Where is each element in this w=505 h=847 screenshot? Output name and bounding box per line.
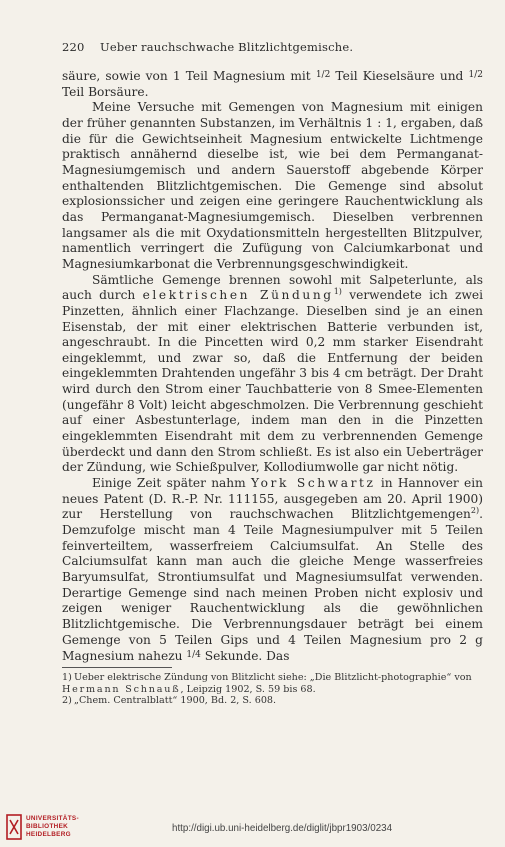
viewer-footer bbox=[0, 806, 505, 847]
text-run: Teil Kieselsäure und bbox=[330, 69, 469, 83]
fraction bbox=[186, 650, 201, 660]
text-run: verwendete ich zwei Pinzetten, ähnlich einer Flachzange. Dieselben sind je an einen Eisenstab, der mit einer elektrischen Batterie verbunden ist, angeschraubt. In die Pincetten wird 0,2 mm starker Eisendraht eingeklemmt, und zwar so, daß die Entfernung der beiden eingeklemmten Drahtenden ungefähr 3 bis 4 cm beträgt. Der Draht wird durch den Strom einer Tauchbatterie von 8 Smee-Elementen (ungefähr 8 Volt) leicht abgeschmolzen. Die Verbrennung geschieht auf einer Asbestunterlage, indem man den in die Pinzetten eingeklemmten Eisendraht mit dem zu verbrennenden Gemenge überdeckt und dann den Strom schließt. Es ist also ein Ueberträger der Zündung, wie Schießpulver, Kollodiumwolle gar nicht nötig. bbox=[62, 288, 483, 475]
text-run: . Demzufolge mischt man 4 Teile Magnesiumpulver mit 5 Teilen feinverteiltem, wasserfreiem Calciumsulfat. An Stelle des Calciumsulfat kann man auch die gleiche Menge wasserfreies Baryumsulfat, Strontiumsulfat und Magnesiumsulfat verwenden. Derartige Gemenge sind nach meinen Proben nicht explosiv und zeigen weniger Rauchentwicklung als die gewöhnlichen Blitzlichtgemische. Die Verbrennungsdauer beträgt bei einem Gemenge von 5 Teilen Gips und 4 Teilen Magnesium pro 2 g Magnesium nahezu bbox=[62, 507, 483, 664]
fraction bbox=[316, 70, 331, 80]
text-run: Teil Borsäure. bbox=[62, 84, 149, 99]
text-run: säure, sowie von 1 Teil Magnesium mit bbox=[62, 69, 316, 83]
fraction bbox=[468, 70, 483, 80]
footnote-ref: 2) bbox=[470, 506, 480, 516]
footnote-ref: 1) bbox=[333, 287, 342, 297]
footnote-number: 1) bbox=[62, 672, 72, 683]
logo-text bbox=[26, 815, 79, 839]
page-number: 220 bbox=[62, 40, 85, 54]
fraction-denominator: /2 bbox=[474, 70, 483, 80]
logo-line: BIBLIOTHEK bbox=[26, 823, 69, 830]
paragraph-experiments: Meine Versuche mit Gemengen von Magnesium mit einigen der früher genannten Substanzen, im Verhältnis 1 : 1, ergaben, daß die für die Gewichtseinheit Magnesium entwickelte Lichtmenge praktisch annähernd dieselbe ist, wie bei dem Permanganat-Magnesiumgemisch und andern Sauerstoff abgebende Körper enthaltenden Blitzlichtgemischen. Die Gemenge sind absolut explosionssicher und zeigen eine geringere Rauchentwicklung als das Permanganat-Magnesiumgemisch. Dieselben verbrennen langsamer als die mit Oxydationsmitteln hergestellten Blitzpulver, namentlich verringert die Zufügung von Calciumkarbonat und Magnesiumkarbonat die Verbrennungsgeschwindigkeit. bbox=[62, 100, 483, 271]
logo-line: HEIDELBERG bbox=[26, 831, 71, 838]
text-run: in Hannover ein neues Patent (D. R.-P. Nr. 111155, ausgegeben am 20. April 1900) zur Herstellung von rauchschwachen Blitzlichtgemengen bbox=[62, 476, 484, 522]
paragraph-continuation bbox=[62, 68, 483, 100]
spaced-emphasis: elektrischen Zündung bbox=[142, 288, 334, 303]
text-run: Sekunde. Das bbox=[200, 649, 290, 664]
footnote bbox=[62, 695, 483, 707]
fraction-numerator: 1 bbox=[315, 70, 322, 80]
text-run: Einige Zeit später nahm bbox=[92, 476, 252, 491]
text-run: „Chem. Centralblatt“ 1900, Bd. 2, S. 608. bbox=[74, 695, 277, 707]
text-run: Ueber elektrische Zündung von Blitzlicht siehe: „Die Blitzlicht-photographie“ von bbox=[74, 672, 472, 683]
paragraph-patent bbox=[62, 476, 483, 665]
logo-line: UNIVERSITÄTS- bbox=[26, 815, 79, 822]
footnotes bbox=[62, 672, 483, 707]
footnote-divider bbox=[62, 667, 172, 668]
library-seal-icon bbox=[6, 814, 22, 840]
library-logo[interactable] bbox=[6, 814, 96, 844]
footnote bbox=[62, 672, 483, 695]
paragraph-ignition bbox=[62, 273, 483, 477]
permalink-url[interactable]: http://digi.ub.uni-heidelberg.de/diglit/jbpr1903/0234 bbox=[172, 823, 393, 834]
body-text bbox=[62, 68, 483, 665]
spaced-emphasis: Hermann Schnauß bbox=[62, 683, 181, 695]
fraction-denominator: /2 bbox=[321, 70, 331, 80]
spaced-emphasis: York Schwartz bbox=[251, 476, 376, 491]
fraction-denominator: /4 bbox=[192, 650, 201, 661]
footnote-number: 2) bbox=[62, 695, 72, 707]
fraction-numerator: 1 bbox=[186, 650, 193, 661]
text-run: , Leipzig 1902, S. 59 bis 68. bbox=[180, 683, 316, 695]
text-run: Sämtliche Gemenge brennen sowohl mit Salpeterlunte, als auch durch bbox=[62, 272, 483, 303]
running-title: Ueber rauchschwache Blitzlichtgemische. bbox=[100, 40, 354, 54]
fraction-numerator: 1 bbox=[468, 70, 475, 80]
